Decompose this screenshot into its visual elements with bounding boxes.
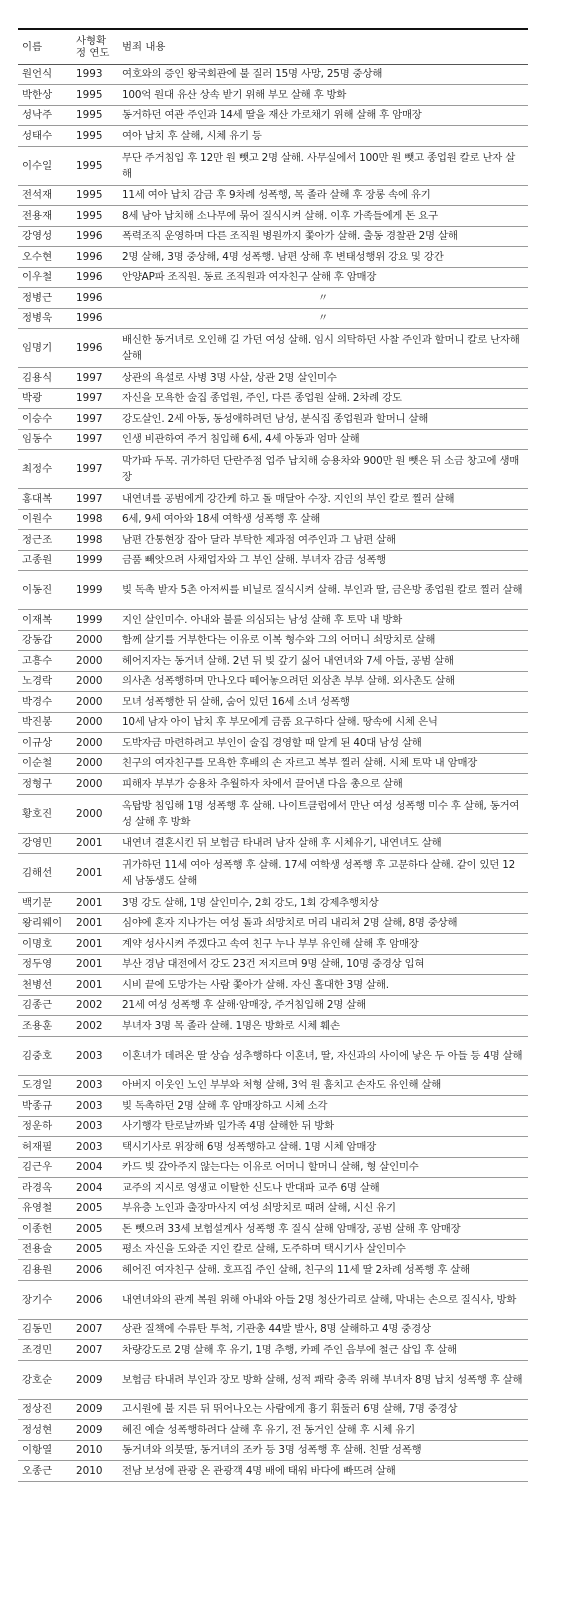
- table-row: [18, 774, 528, 795]
- table-row: [18, 450, 528, 489]
- table-row: [18, 1340, 528, 1361]
- table-row: [18, 1280, 528, 1319]
- row-crime: 모녀 성폭행한 뒤 살해, 숨어 있던 16세 소녀 성폭행: [118, 692, 528, 713]
- row-year: 1996: [72, 247, 118, 268]
- row-crime: 인생 비관하여 주거 침입해 6세, 4세 아동과 엄마 살해: [118, 429, 528, 450]
- table-row: [18, 1461, 528, 1482]
- row-name: 허재필: [18, 1137, 72, 1158]
- row-crime: 헤어지자는 동거녀 살해. 2년 뒤 빚 갚기 싫어 내연녀와 7세 아들, 공범 살해: [118, 651, 528, 672]
- row-crime: 8세 남아 납치해 소나무에 묶어 질식시켜 살해. 이후 가족들에게 돈 요구: [118, 206, 528, 227]
- row-year: 1997: [72, 429, 118, 450]
- row-crime: 보험금 타내려 부인과 장모 방화 살해, 성적 쾌락 충족 위해 부녀자 8명 납치 성폭행 후 살해: [118, 1360, 528, 1399]
- row-crime: 3명 강도 살해, 1명 살인미수, 2회 강도, 1회 강제추행치상: [118, 893, 528, 914]
- death-row-table-container: [18, 28, 528, 1482]
- row-crime: 심야에 혼자 지나가는 여성 돌과 쇠망치로 머리 내리쳐 2명 살해, 8명 중상해: [118, 913, 528, 934]
- table-row: [18, 146, 528, 185]
- table-row: [18, 185, 528, 206]
- row-name: 정근조: [18, 530, 72, 551]
- table-row: [18, 409, 528, 430]
- table-row: [18, 1420, 528, 1441]
- row-name: 조경민: [18, 1340, 72, 1361]
- row-name: 고흥수: [18, 651, 72, 672]
- row-name: 박경수: [18, 692, 72, 713]
- table-row: [18, 308, 528, 329]
- header-crime: 범죄 내용: [118, 29, 528, 64]
- table-row: [18, 429, 528, 450]
- row-crime: 함께 살기를 거부한다는 이유로 이복 형수와 그의 어머니 쇠망치로 살해: [118, 630, 528, 651]
- table-row: [18, 489, 528, 510]
- row-name: 고종원: [18, 550, 72, 571]
- row-year: 2004: [72, 1178, 118, 1199]
- row-year: 1995: [72, 126, 118, 147]
- row-year: 1997: [72, 489, 118, 510]
- row-year: 1995: [72, 206, 118, 227]
- row-year: 1996: [72, 267, 118, 288]
- row-name: 임동수: [18, 429, 72, 450]
- table-row: [18, 105, 528, 126]
- row-crime: 계약 성사시켜 주겠다고 속여 친구 누나 부부 유인해 살해 후 암매장: [118, 934, 528, 955]
- row-name: 정병욱: [18, 308, 72, 329]
- row-year: 2005: [72, 1198, 118, 1219]
- row-year: 2004: [72, 1157, 118, 1178]
- row-year: 1999: [72, 550, 118, 571]
- row-crime: 10세 남자 아이 납치 후 부모에게 금품 요구하다 살해. 땅속에 시체 은닉: [118, 712, 528, 733]
- row-name: 성낙주: [18, 105, 72, 126]
- table-row: [18, 247, 528, 268]
- row-crime: 안양AP파 조직원. 동료 조직원과 여자친구 살해 후 암매장: [118, 267, 528, 288]
- row-year: 2003: [72, 1137, 118, 1158]
- row-name: 박한상: [18, 85, 72, 106]
- row-crime: 혜진 예슬 성폭행하려다 살해 후 유기, 전 동거인 살해 후 시체 유기: [118, 1420, 528, 1441]
- row-crime: 부유층 노인과 출장마사지 여성 쇠망치로 때려 살해, 시신 유기: [118, 1198, 528, 1219]
- table-row: [18, 1036, 528, 1075]
- row-year: 1997: [72, 368, 118, 389]
- table-body: [18, 64, 528, 1481]
- row-crime: 동거녀와 의붓딸, 동거녀의 조카 등 3명 성폭행 후 살해. 친딸 성폭행: [118, 1440, 528, 1461]
- row-crime: 택시기사로 위장해 6명 성폭행하고 살해. 1명 시체 암매장: [118, 1137, 528, 1158]
- row-crime: 내연녀를 공범에게 강간케 하고 돌 매달아 수장. 지인의 부인 칼로 찔러 살해: [118, 489, 528, 510]
- row-year: 2006: [72, 1260, 118, 1281]
- row-year: 1995: [72, 85, 118, 106]
- row-name: 강영성: [18, 226, 72, 247]
- row-year: 2003: [72, 1116, 118, 1137]
- row-year: 2000: [72, 753, 118, 774]
- row-name: 김해선: [18, 854, 72, 893]
- table-row: [18, 85, 528, 106]
- row-year: 2010: [72, 1461, 118, 1482]
- table-row: [18, 1198, 528, 1219]
- row-crime: 카드 빚 갚아주지 않는다는 이유로 어머니 할머니 살해, 형 살인미수: [118, 1157, 528, 1178]
- row-crime: 사기행각 탄로날까봐 일가족 4명 살해한 뒤 방화: [118, 1116, 528, 1137]
- row-year: 2009: [72, 1420, 118, 1441]
- row-crime: 남편 간통현장 잡아 달라 부탁한 제과점 여주인과 그 남편 살해: [118, 530, 528, 551]
- table-row: [18, 854, 528, 893]
- row-crime: 의사촌 성폭행하며 만나오다 떼어놓으려던 외삼촌 부부 살해. 외사촌도 살해: [118, 671, 528, 692]
- row-year: 2005: [72, 1219, 118, 1240]
- row-crime: 이혼녀가 데려온 딸 상습 성추행하다 이혼녀, 딸, 자신과의 사이에 낳은 두 아들 등 4명 살해: [118, 1036, 528, 1075]
- table-row: [18, 733, 528, 754]
- row-year: 2001: [72, 913, 118, 934]
- table-row: [18, 934, 528, 955]
- table-row: [18, 1016, 528, 1037]
- row-name: 정형구: [18, 774, 72, 795]
- table-row: [18, 288, 528, 309]
- row-name: 조용훈: [18, 1016, 72, 1037]
- table-row: [18, 368, 528, 389]
- table-row: [18, 1239, 528, 1260]
- table-row: [18, 1319, 528, 1340]
- row-year: 2003: [72, 1096, 118, 1117]
- row-crime: 상관 질책에 수류탄 투척, 기관총 44발 발사, 8명 살해하고 4명 중경상: [118, 1319, 528, 1340]
- row-crime: 금품 빼앗으려 사채업자와 그 부인 살해. 부녀자 감금 성폭행: [118, 550, 528, 571]
- row-year: 2007: [72, 1340, 118, 1361]
- row-year: 2001: [72, 975, 118, 996]
- table-row: [18, 610, 528, 631]
- row-year: 1997: [72, 450, 118, 489]
- row-year: 1995: [72, 146, 118, 185]
- row-year: 2001: [72, 854, 118, 893]
- table-row: [18, 1116, 528, 1137]
- table-row: [18, 651, 528, 672]
- row-year: 1999: [72, 610, 118, 631]
- row-name: 이명호: [18, 934, 72, 955]
- table-row: [18, 126, 528, 147]
- row-year: 1999: [72, 571, 118, 610]
- row-year: 2000: [72, 733, 118, 754]
- row-crime: 막가파 두목. 귀가하던 단란주점 업주 납치해 승용차와 900만 원 뺏은 뒤 소금 창고에 생매장: [118, 450, 528, 489]
- row-crime: 평소 자신을 도와준 지인 칼로 살해, 도주하며 택시기사 살인미수: [118, 1239, 528, 1260]
- row-name: 임명기: [18, 329, 72, 368]
- row-crime: 상관의 욕설로 사병 3명 사살, 상관 2명 살인미수: [118, 368, 528, 389]
- death-row-table: [18, 28, 528, 1482]
- row-name: 이승수: [18, 409, 72, 430]
- table-row: [18, 388, 528, 409]
- row-crime: 여호와의 증인 왕국회관에 불 질러 15명 사망, 25명 중상해: [118, 64, 528, 85]
- row-year: 2006: [72, 1280, 118, 1319]
- row-year: 2000: [72, 651, 118, 672]
- row-name: 김중호: [18, 1036, 72, 1075]
- table-row: [18, 530, 528, 551]
- row-name: 강영민: [18, 833, 72, 854]
- table-row: [18, 833, 528, 854]
- row-crime: 2명 살해, 3명 중상해, 4명 성폭행. 남편 상해 후 변태성행위 강요 및 강간: [118, 247, 528, 268]
- table-row: [18, 1360, 528, 1399]
- row-crime: 부녀자 3명 목 졸라 살해. 1명은 방화로 시체 훼손: [118, 1016, 528, 1037]
- table-row: [18, 64, 528, 85]
- row-year: 2001: [72, 893, 118, 914]
- header-year: 사형확정 연도: [72, 29, 118, 64]
- row-crime: 고시원에 불 지른 뒤 뛰어나오는 사람에게 흉기 휘둘러 6명 살해, 7명 중경상: [118, 1399, 528, 1420]
- row-crime: 차량강도로 2명 살해 후 유기, 1명 추행, 카페 주인 음부에 철근 삽입 후 살해: [118, 1340, 528, 1361]
- row-year: 2003: [72, 1075, 118, 1096]
- row-crime: 폭력조직 운영하며 다른 조직원 병원까지 쫓아가 살해. 출동 경찰관 2명 살해: [118, 226, 528, 247]
- row-name: 이우철: [18, 267, 72, 288]
- row-crime: 내연녀와의 관계 복원 위해 아내와 아들 2명 청산가리로 살해, 막내는 손으로 질식사, 방화: [118, 1280, 528, 1319]
- row-year: 2001: [72, 954, 118, 975]
- row-name: 정운하: [18, 1116, 72, 1137]
- row-crime: 피해자 부부가 승용차 추월하자 차에서 끌어낸 다음 총으로 살해: [118, 774, 528, 795]
- row-year: 2001: [72, 934, 118, 955]
- row-crime: 시비 끝에 도망가는 사람 쫓아가 살해. 자신 홀대한 3명 살해.: [118, 975, 528, 996]
- row-name: 도경일: [18, 1075, 72, 1096]
- table-row: [18, 913, 528, 934]
- row-name: 이규상: [18, 733, 72, 754]
- table-row: [18, 630, 528, 651]
- row-name: 성태수: [18, 126, 72, 147]
- row-crime: 자신을 모욕한 술집 종업원, 주인, 다른 종업원 살해. 2차례 강도: [118, 388, 528, 409]
- row-year: 2003: [72, 1036, 118, 1075]
- row-crime: 빚 독촉 받자 5촌 아저씨를 비닐로 질식시켜 살해. 부인과 딸, 금은방 종업원 칼로 찔러 살해: [118, 571, 528, 610]
- table-row: [18, 995, 528, 1016]
- row-name: 강동갑: [18, 630, 72, 651]
- row-name: 김용원: [18, 1260, 72, 1281]
- row-name: 김근우: [18, 1157, 72, 1178]
- row-year: 2002: [72, 1016, 118, 1037]
- row-year: 1997: [72, 409, 118, 430]
- row-year: 1995: [72, 105, 118, 126]
- table-row: [18, 571, 528, 610]
- row-name: 장기수: [18, 1280, 72, 1319]
- row-name: 오종근: [18, 1461, 72, 1482]
- table-row: [18, 1440, 528, 1461]
- row-crime: 교주의 지시로 영생교 이탈한 신도나 반대파 교주 6명 살해: [118, 1178, 528, 1199]
- row-year: 2000: [72, 692, 118, 713]
- row-name: 홍대복: [18, 489, 72, 510]
- row-name: 정상진: [18, 1399, 72, 1420]
- header-name: 이름: [18, 29, 72, 64]
- row-year: 1996: [72, 226, 118, 247]
- row-crime: 아버지 이웃인 노인 부부와 처형 살해, 3억 원 훔치고 손자도 유인해 살해: [118, 1075, 528, 1096]
- row-crime: 배신한 동거녀로 오인해 길 가던 여성 살해. 임시 의탁하던 사찰 주인과 할머니 칼로 난자해 살해: [118, 329, 528, 368]
- row-name: 이종헌: [18, 1219, 72, 1240]
- row-name: 이순철: [18, 753, 72, 774]
- row-crime: 6세, 9세 여아와 18세 여학생 성폭행 후 살해: [118, 509, 528, 530]
- table-row: [18, 1137, 528, 1158]
- row-name: 유영철: [18, 1198, 72, 1219]
- row-name: 노경락: [18, 671, 72, 692]
- row-name: 정성현: [18, 1420, 72, 1441]
- row-crime: 11세 여아 납치 감금 후 9차례 성폭행, 목 졸라 살해 후 장롱 속에 유기: [118, 185, 528, 206]
- row-name: 이항열: [18, 1440, 72, 1461]
- table-row: [18, 509, 528, 530]
- table-row: [18, 226, 528, 247]
- table-row: [18, 893, 528, 914]
- table-row: [18, 267, 528, 288]
- row-name: 이재복: [18, 610, 72, 631]
- row-year: 2005: [72, 1239, 118, 1260]
- row-year: 1998: [72, 509, 118, 530]
- row-name: 이수일: [18, 146, 72, 185]
- row-crime: 돈 뺏으려 33세 보험설계사 성폭행 후 질식 살해 암매장, 공범 살해 후 암매장: [118, 1219, 528, 1240]
- table-row: [18, 1399, 528, 1420]
- table-row: [18, 1157, 528, 1178]
- table-row: [18, 753, 528, 774]
- row-crime: 부산 경남 대전에서 강도 23건 저지르며 9명 살해, 10명 중경상 입혀: [118, 954, 528, 975]
- row-crime: 친구의 여자친구를 모욕한 후배의 손 자르고 복부 찔러 살해. 시체 토막 내 암매장: [118, 753, 528, 774]
- row-year: 2001: [72, 833, 118, 854]
- row-crime: 〃: [118, 308, 528, 329]
- row-crime: 빚 독촉하던 2명 살해 후 암매장하고 시체 소각: [118, 1096, 528, 1117]
- row-name: 천병선: [18, 975, 72, 996]
- row-name: 전용재: [18, 206, 72, 227]
- row-year: 1995: [72, 185, 118, 206]
- row-crime: 지인 살인미수. 아내와 불륜 의심되는 남성 살해 후 토막 내 방화: [118, 610, 528, 631]
- table-row: [18, 794, 528, 833]
- table-row: [18, 692, 528, 713]
- row-crime: 동거하던 여관 주인과 14세 딸을 재산 가로채기 위해 살해 후 암매장: [118, 105, 528, 126]
- row-year: 2000: [72, 774, 118, 795]
- row-name: 전석재: [18, 185, 72, 206]
- table-row: [18, 975, 528, 996]
- row-year: 2000: [72, 712, 118, 733]
- row-crime: 귀가하던 11세 여아 성폭행 후 살해. 17세 여학생 성폭행 후 고문하다 살해. 같이 있던 12세 남동생도 살해: [118, 854, 528, 893]
- row-year: 1993: [72, 64, 118, 85]
- row-name: 오수현: [18, 247, 72, 268]
- row-crime: 21세 여성 성폭행 후 살해·암매장, 주거침입해 2명 살해: [118, 995, 528, 1016]
- row-crime: 여아 납치 후 살해, 시체 유기 등: [118, 126, 528, 147]
- row-year: 2000: [72, 794, 118, 833]
- row-crime: 강도살인. 2세 아동, 동성애하려던 남성, 분식집 종업원과 할머니 살해: [118, 409, 528, 430]
- table-row: [18, 1219, 528, 1240]
- row-crime: 〃: [118, 288, 528, 309]
- row-year: 2000: [72, 671, 118, 692]
- row-name: 이원수: [18, 509, 72, 530]
- row-year: 1998: [72, 530, 118, 551]
- row-year: 1997: [72, 388, 118, 409]
- row-name: 박진봉: [18, 712, 72, 733]
- table-row: [18, 954, 528, 975]
- row-name: 강호순: [18, 1360, 72, 1399]
- row-name: 원언식: [18, 64, 72, 85]
- row-crime: 옥탑방 침입해 1명 성폭행 후 살해. 나이트클럽에서 만난 여성 성폭행 미수 후 살해, 동거여성 살해 후 방화: [118, 794, 528, 833]
- table-header: [18, 29, 528, 64]
- row-name: 박광: [18, 388, 72, 409]
- row-name: 김용식: [18, 368, 72, 389]
- table-row: [18, 712, 528, 733]
- row-name: 백기문: [18, 893, 72, 914]
- row-crime: 무단 주거침입 후 12만 원 뺏고 2명 살해. 사무실에서 100만 원 뺏고 종업원 칼로 난자 살해: [118, 146, 528, 185]
- row-name: 김종근: [18, 995, 72, 1016]
- row-name: 정두영: [18, 954, 72, 975]
- table-row: [18, 550, 528, 571]
- header-row: [18, 29, 528, 64]
- row-year: 2002: [72, 995, 118, 1016]
- row-year: 1996: [72, 308, 118, 329]
- table-row: [18, 329, 528, 368]
- row-name: 박종규: [18, 1096, 72, 1117]
- table-row: [18, 206, 528, 227]
- row-crime: 전남 보성에 관광 온 관광객 4명 배에 태워 바다에 빠뜨려 살해: [118, 1461, 528, 1482]
- row-name: 정병근: [18, 288, 72, 309]
- row-year: 1996: [72, 288, 118, 309]
- table-row: [18, 1096, 528, 1117]
- row-crime: 내연녀 결혼시킨 뒤 보험금 타내려 남자 살해 후 시체유기, 내연녀도 살해: [118, 833, 528, 854]
- row-crime: 헤어진 여자친구 살해. 호프집 주인 살해, 친구의 11세 딸 2차례 성폭행 후 살해: [118, 1260, 528, 1281]
- table-row: [18, 1260, 528, 1281]
- row-name: 왕리웨이: [18, 913, 72, 934]
- row-year: 2010: [72, 1440, 118, 1461]
- row-name: 이동진: [18, 571, 72, 610]
- row-year: 2007: [72, 1319, 118, 1340]
- row-name: 황호진: [18, 794, 72, 833]
- row-crime: 도박자금 마련하려고 부인이 술집 경영할 때 알게 된 40대 남성 살해: [118, 733, 528, 754]
- table-row: [18, 1075, 528, 1096]
- row-year: 1996: [72, 329, 118, 368]
- row-name: 전용술: [18, 1239, 72, 1260]
- row-year: 2009: [72, 1360, 118, 1399]
- row-name: 라경옥: [18, 1178, 72, 1199]
- table-row: [18, 1178, 528, 1199]
- table-row: [18, 671, 528, 692]
- row-crime: 100억 원대 유산 상속 받기 위해 부모 살해 후 방화: [118, 85, 528, 106]
- row-name: 김동민: [18, 1319, 72, 1340]
- row-year: 2009: [72, 1399, 118, 1420]
- row-name: 최정수: [18, 450, 72, 489]
- row-year: 2000: [72, 630, 118, 651]
